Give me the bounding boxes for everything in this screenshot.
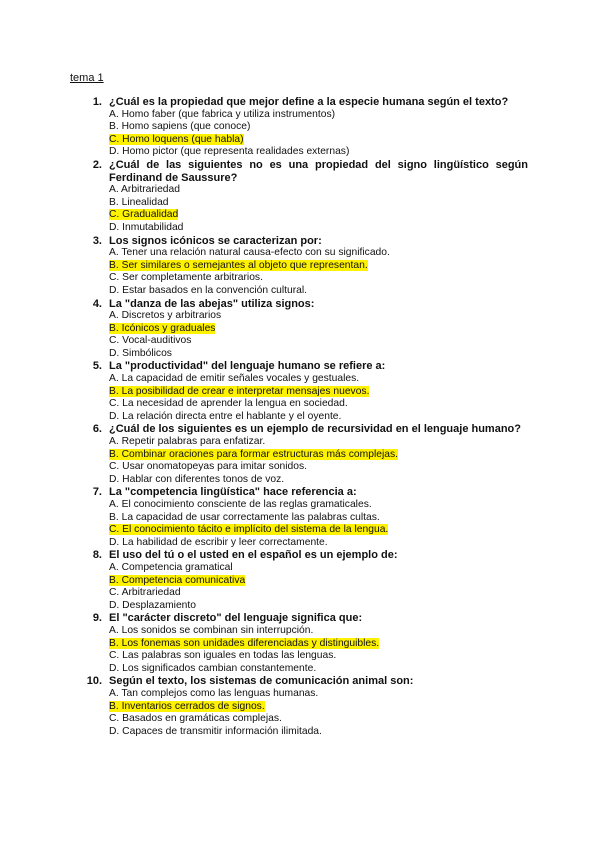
answer-option-text: A. Repetir palabras para enfatizar. [109,436,266,448]
question-text: ¿Cuál de las siguientes no es una propiedad del signo lingüístico según Ferdinand de Saussure? [109,158,528,184]
answer-option-text: A. Discretos y arbitrarios [109,310,222,322]
answer-option [109,663,528,676]
question-item [88,96,528,159]
question-text: Según el texto, los sistemas de comunicación animal son: [109,675,414,688]
answer-option [109,436,528,449]
answer-option [109,398,528,411]
answer-option-text: B. Competencia comunicativa [109,574,246,586]
question-text: El "carácter discreto" del lenguaje significa que: [109,612,363,625]
question-item [88,298,528,361]
answer-option [109,411,528,424]
answer-options [109,562,528,612]
answer-option [109,537,528,550]
answer-option [109,726,528,739]
answer-option [109,348,528,361]
answer-option-text: A. El conocimiento consciente de las reglas gramaticales. [109,499,372,510]
answer-option-highlighted [109,323,528,336]
answer-option-text: B. Combinar oraciones para formar estructuras más complejas. [109,448,398,460]
question-item [88,675,528,738]
question-text: La "productividad" del lenguaje humano se refiere a: [109,360,386,373]
answer-option-text: C. Las palabras son iguales en todas las lenguas. [109,650,337,662]
question-list [88,96,528,738]
answer-option-text: D. La relación directa entre el hablante y el oyente. [109,410,342,422]
answer-option-text: A. Tener una relación natural causa-efecto con su significado. [109,247,390,259]
answer-option-highlighted [109,386,528,399]
answer-option [109,272,528,285]
question-number: 7. [92,486,102,499]
answer-option-highlighted [109,638,528,651]
question-number: 4. [92,297,102,310]
question-number: 2. [92,158,102,171]
answer-option-text: D. Homo pictor (que representa realidades externas) [109,146,350,158]
question-number: 6. [92,423,102,436]
answer-option-text: D. Desplazamiento [109,599,196,611]
answer-option-text: B. Homo sapiens (que conoce) [109,121,251,133]
question-text: La "competencia lingüística" hace referencia a: [109,486,357,499]
answer-option [109,109,528,122]
question-number: 9. [92,612,102,625]
answer-option-text: B. Inventarios cerrados de signos. [109,700,265,712]
answer-option [109,562,528,575]
answer-options [109,625,528,675]
question-text: Los signos icónicos se caracterizan por: [109,234,322,247]
answer-option-text: C. Homo loquens (que habla) [109,133,244,145]
answer-option-text: B. Linealidad [109,196,169,208]
answer-option [109,625,528,638]
question-text: ¿Cuál de los siguientes es un ejemplo de recursividad en el lenguaje humano? [109,423,521,436]
document-title: tema 1 [70,72,104,84]
answer-options [109,184,528,234]
question-number: 5. [92,360,102,373]
answer-option [109,512,528,525]
answer-option [109,222,528,235]
answer-option-text: A. Tan complejos como las lenguas humanas. [109,687,319,699]
answer-option [109,373,528,386]
answer-option-text: C. Arbitrariedad [109,587,181,599]
answer-option-text: D. Simbólicos [109,347,172,359]
answer-options [109,373,528,423]
question-number: 1. [92,96,102,108]
answer-option-text: D. Capaces de transmitir información ilimitada. [109,725,322,737]
answer-option-text: A. Competencia gramatical [109,561,233,573]
answer-option [109,247,528,260]
question-number: 3. [92,234,102,247]
answer-option [109,587,528,600]
answer-option-text: B. Icónicos y graduales [109,322,216,334]
question-item [88,423,528,486]
answer-option-text: D. Estar basados en la convención cultural. [109,284,308,296]
answer-option [109,499,528,512]
answer-option [109,688,528,701]
question-item [88,549,528,612]
answer-option-highlighted [109,209,528,222]
answer-option [109,650,528,663]
answer-options [109,499,528,549]
answer-option [109,197,528,210]
answer-option-text: C. Ser completamente arbitrarios. [109,272,263,284]
answer-options [109,688,528,738]
answer-option-highlighted [109,524,528,537]
answer-option-text: A. Los sonidos se combinan sin interrupción. [109,624,314,636]
answer-option-text: C. Gradualidad [109,209,179,221]
answer-option [109,474,528,487]
answer-option-text: B. La capacidad de usar correctamente las palabras cultas. [109,511,380,523]
answer-option-highlighted [109,449,528,462]
answer-options [109,436,528,486]
answer-option [109,310,528,323]
answer-option-text: A. La capacidad de emitir señales vocales y gestuales. [109,373,360,385]
question-text: ¿Cuál es la propiedad que mejor define a la especie humana según el texto? [109,96,509,108]
answer-option-text: C. La necesidad de aprender la lengua en sociedad. [109,398,348,410]
answer-option [109,285,528,298]
question-item [88,612,528,675]
answer-option [109,184,528,197]
answer-option-text: D. La habilidad de escribir y leer correctamente. [109,536,328,548]
answer-option [109,600,528,613]
answer-option-text: C. Basados en gramáticas complejas. [109,713,282,725]
question-item [88,235,528,298]
answer-options [109,310,528,360]
question-text: El uso del tú o el usted en el español es un ejemplo de: [109,549,398,562]
question-number: 8. [92,549,102,562]
answer-option-text: C. El conocimiento tácito e implícito del sistema de la lengua. [109,524,389,536]
question-item [88,159,528,235]
answer-option-text: D. Inmutabilidad [109,221,184,233]
answer-option [109,461,528,474]
answer-option-text: C. Usar onomatopeyas para imitar sonidos. [109,461,308,473]
answer-option-text: A. Arbitrariedad [109,184,180,196]
answer-option-text: B. Ser similares o semejantes al objeto que representan. [109,259,368,271]
answer-option [109,121,528,134]
answer-option [109,335,528,348]
answer-option-text: B. La posibilidad de crear e interpretar mensajes nuevos. [109,385,370,397]
answer-option-text: D. Hablar con diferentes tonos de voz. [109,473,285,485]
answer-option [109,146,528,159]
answer-options [109,247,528,297]
question-number: 10. [86,675,102,688]
question-text: La "danza de las abejas" utiliza signos: [109,297,315,310]
answer-option-highlighted [109,134,528,147]
answer-option-highlighted [109,701,528,714]
question-item [88,360,528,423]
answer-option-text: B. Los fonemas son unidades diferenciadas y distinguibles. [109,637,380,649]
answer-option-text: A. Homo faber (que fabrica y utiliza instrumentos) [109,108,336,120]
question-item [88,486,528,549]
answer-option [109,713,528,726]
answer-option-highlighted [109,260,528,273]
answer-options [109,109,528,159]
answer-option-highlighted [109,575,528,588]
answer-option-text: C. Vocal-auditivos [109,335,192,347]
answer-option-text: D. Los significados cambian constantemente. [109,662,317,674]
